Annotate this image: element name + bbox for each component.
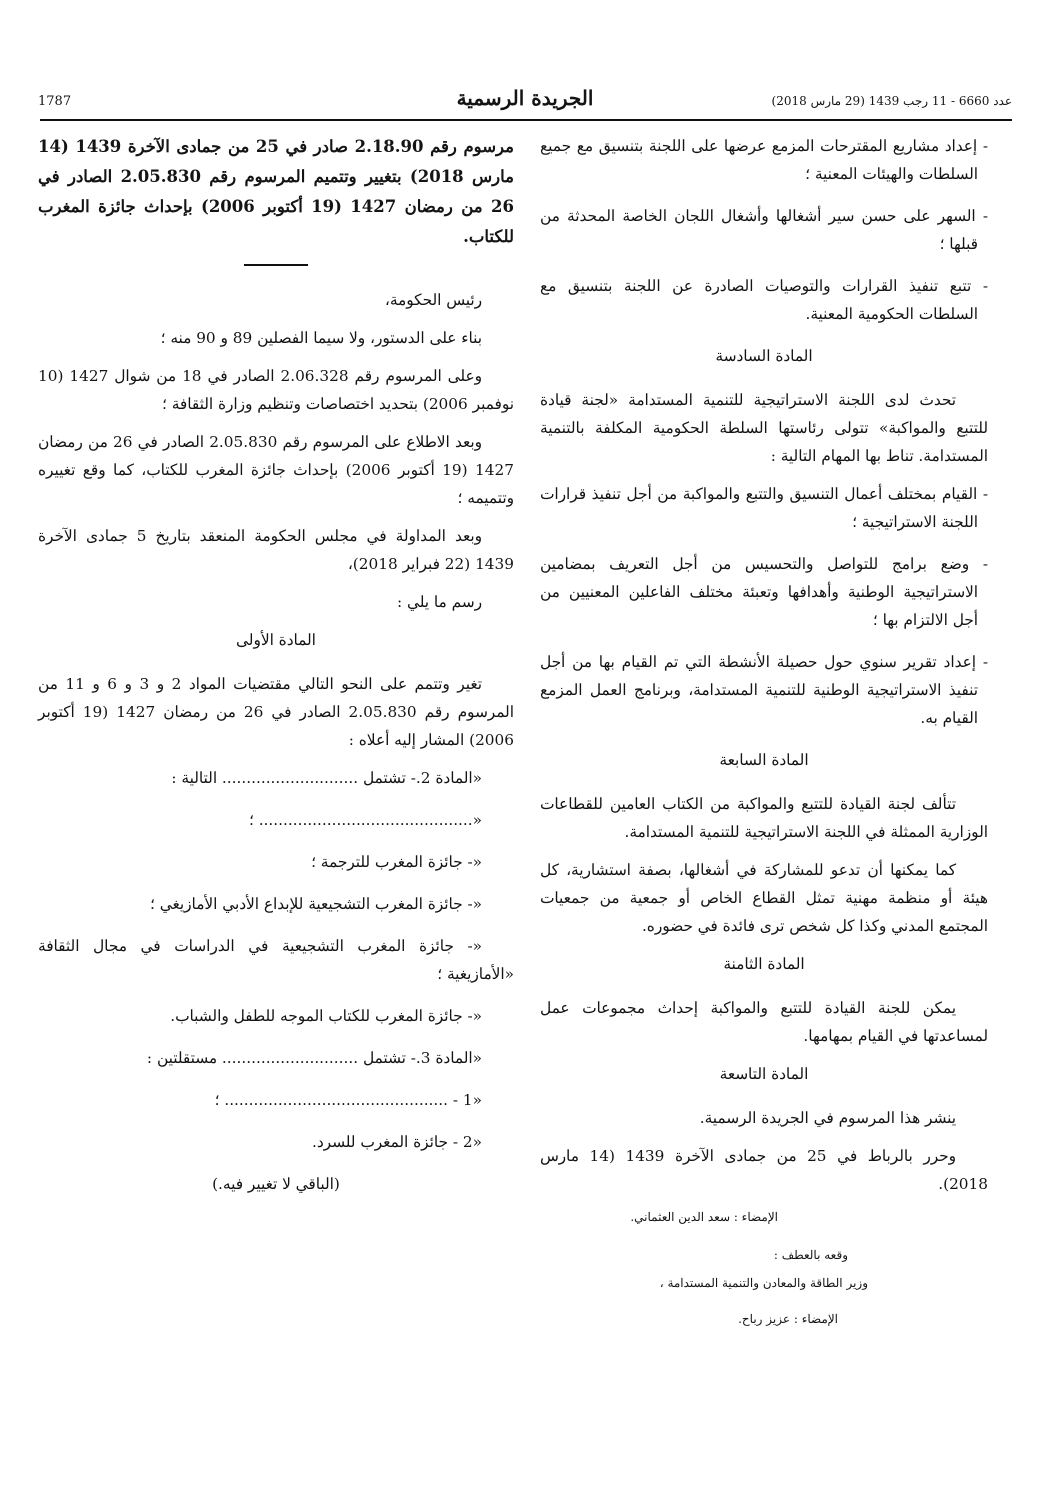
countersigned-label: وقعه بالعطف : [773, 1248, 848, 1262]
head-of-government: رئيس الحكومة، [384, 291, 482, 309]
list-item: - السهر على حسن سير أشغالها وأشغال اللجان الخاصة المحدثة من قبلها ؛ [540, 207, 988, 253]
quoted-line: «1 - .............................................. ؛ [214, 1091, 482, 1109]
quoted-line: «2 - جائزة المغرب للسرد. [311, 1133, 482, 1151]
signature-minister: الإمضاء : عزيز رباح. [738, 1312, 838, 1326]
quoted-line: «- جائزة المغرب التشجيعية للإبداع الأدبي الأمازيغي ؛ [150, 895, 482, 913]
list-item: - القيام بمختلف أعمال التنسيق والتتبع والمواكبة من أجل تنفيذ قرارات اللجنة الاستراتيجية ؛ [540, 485, 988, 531]
list-item: - تتبع تنفيذ القرارات والتوصيات الصادرة عن اللجنة بتنسيق مع السلطات الحكومية المعنية. [540, 277, 988, 323]
recital-1: بناء على الدستور، ولا سيما الفصلين 89 و 90 منه ؛ [160, 329, 482, 347]
list-item: - إعداد تقرير سنوي حول حصيلة الأنشطة التي تم القيام بها من أجل تنفيذ الاستراتيجية الوطنية للتنمية المستدامة، وبرنامج العمل المزمع القيام به. [540, 653, 988, 727]
quoted-line: «- جائزة المغرب للترجمة ؛ [311, 853, 482, 871]
recital-4: وبعد المداولة في مجلس الحكومة المنعقد بتاريخ 5 جمادى الآخرة 1439 (22 فبراير 2018)، [38, 527, 514, 573]
quoted-line: «المادة 2.- تشتمل ............................ التالية : [171, 769, 482, 787]
right-column [540, 132, 988, 1338]
quoted-line: «- جائزة المغرب للكتاب الموجه للطفل والشباب. [170, 1007, 482, 1025]
quoted-line: «المادة 3.- تشتمل ............................ مستقلتين : [146, 1049, 482, 1067]
article-7-text: تتألف لجنة القيادة للتتبع والمواكبة من الكتاب العامين للقطاعات الوزارية الممثلة في اللجنة الاستراتيجية للتنمية المستدامة. [540, 795, 988, 841]
article-9-text: ينشر هذا المرسوم في الجريدة الرسمية. [699, 1109, 956, 1127]
article-8-heading: المادة الثامنة [723, 955, 805, 973]
article-6-text: تحدث لدى اللجنة الاستراتيجية للتنمية المستدامة «لجنة قيادة للتتبع والمواكبة» تتولى رئاستها السلطة الحكومية المكلفة بالتنمية المستدامة. تناط بها المهام التالية : [540, 391, 988, 465]
signature-head-of-government: الإمضاء : سعد الدين العثماني. [630, 1210, 778, 1224]
gazette-title: الجريدة الرسمية [456, 86, 594, 110]
article-8-text: يمكن للجنة القيادة للتتبع والمواكبة إحداث مجموعات عمل لمساعدتها في القيام بمهامها. [540, 999, 988, 1045]
left-column [38, 132, 514, 1208]
list-item: - إعداد مشاريع المقترحات المزمع عرضها على اللجنة بتنسيق مع جميع السلطات والهيئات المعنية ؛ [540, 137, 988, 183]
issue-info: عدد 6660 - 11 رجب 1439 (29 مارس 2018) [771, 94, 1012, 108]
article-7-text-2: كما يمكنها أن تدعو للمشاركة في أشغالها، بصفة استشارية، كل هيئة أو منظمة مهنية تمثل القطاع الخاص أو جمعية من جمعيات المجتمع المدني وكذا كل شخص ترى فائدة في حضوره. [540, 861, 988, 935]
remainder-note: (الباقي لا تغيير فيه.) [212, 1175, 340, 1193]
article-7-heading: المادة السابعة [719, 751, 809, 769]
article-1-heading: المادة الأولى [236, 631, 316, 649]
done-at: وحرر بالرباط في 25 من جمادى الآخرة 1439 (14 مارس 2018). [540, 1147, 988, 1193]
page-header [38, 86, 1012, 116]
quoted-line: «- جائزة المغرب التشجيعية في الدراسات في مجال الثقافة «الأمازيغية ؛ [38, 937, 514, 983]
decreed-line: رسم ما يلي : [396, 593, 482, 611]
recital-2: وعلى المرسوم رقم 2.06.328 الصادر في 18 من شوال 1427 (10 نوفمبر 2006) بتحديد اختصاصات وتنظيم وزارة الثقافة ؛ [38, 367, 514, 413]
list-item: - وضع برامج للتواصل والتحسيس من أجل التعريف بمضامين الاستراتيجية الوطنية وأهدافها وتعبئة مختلف الفاعلين المعنيين من أجل الالتزام بها ؛ [540, 555, 988, 629]
decree-title: مرسوم رقم 2.18.90 صادر في 25 من جمادى الآخرة 1439 (14 مارس 2018) بتغيير وتتميم المرسوم رقم 2.05.830 الصادر في 26 من رمضان 1427 (19 أكتوبر 2006) بإحداث جائزة المغرب للكتاب. [38, 137, 514, 246]
article-1-text: تغير وتتمم على النحو التالي مقتضيات المواد 2 و 3 و 6 و 11 من المرسوم رقم 2.05.830 الصادر في 26 من رمضان 1427 (19 أكتوبر 2006) المشار إليه أعلاه : [38, 675, 514, 749]
minister-title: وزير الطاقة والمعادن والتنمية المستدامة ، [659, 1276, 868, 1290]
header-rule [40, 119, 1012, 121]
page-number: 1787 [38, 94, 72, 109]
article-9-heading: المادة التاسعة [719, 1065, 809, 1083]
article-6-heading: المادة السادسة [715, 347, 813, 365]
recital-3: وبعد الاطلاع على المرسوم رقم 2.05.830 الصادر في 26 من رمضان 1427 (19 أكتوبر 2006) بإحداث جائزة المغرب للكتاب، كما وقع تغييره وتتميمه ؛ [38, 433, 514, 507]
quoted-line: «............................................ ؛ [248, 811, 482, 829]
title-divider [244, 264, 308, 266]
